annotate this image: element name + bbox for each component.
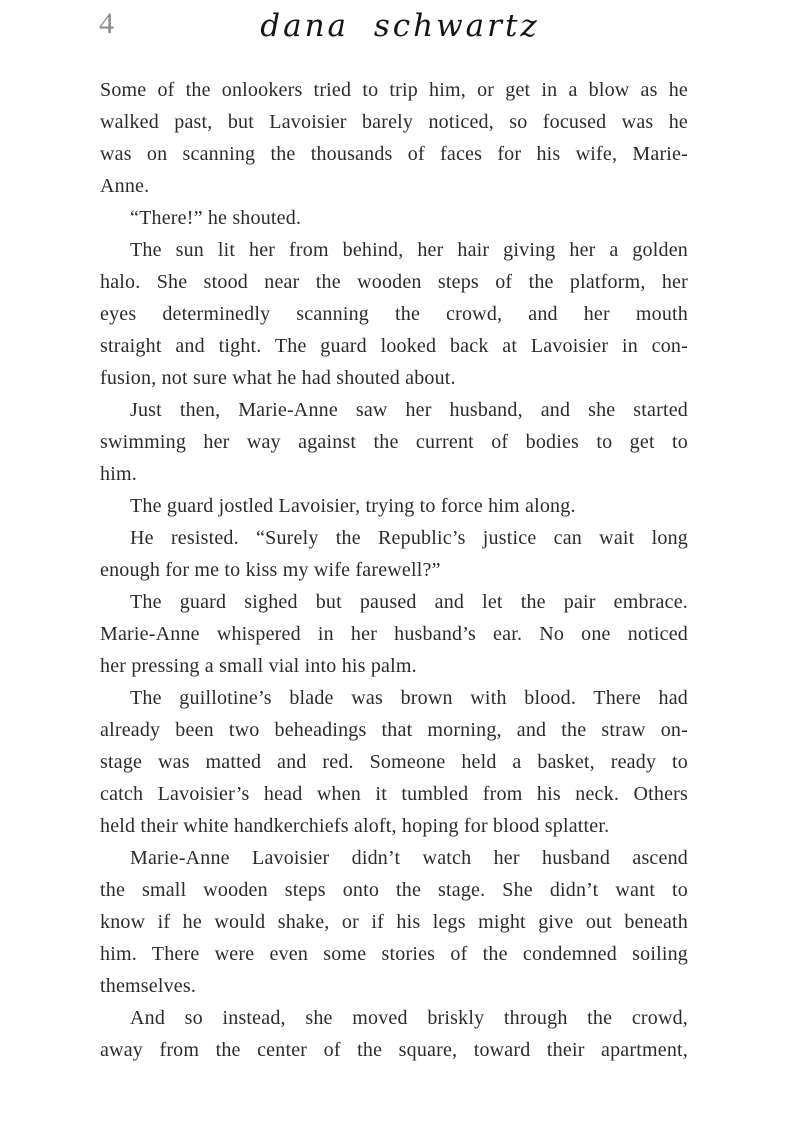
text-line: Marie-Anne Lavoisier didn’t watch her husband ascend: [130, 847, 688, 869]
text-line: her pressing a small vial into his palm.: [100, 655, 417, 677]
paragraph: [100, 1002, 688, 1066]
text-line: swimming her way against the current of bodies to get to: [100, 431, 688, 453]
text-line: The guard jostled Lavoisier, trying to force him along.: [130, 495, 576, 517]
page-number: 4: [99, 7, 114, 40]
running-header-author: dana schwartz: [260, 8, 540, 44]
text-line: held their white handkerchiefs aloft, hoping for blood splatter.: [100, 815, 610, 837]
body-text: [100, 74, 688, 1066]
text-line: away from the center of the square, toward their apartment,: [100, 1039, 688, 1061]
text-line: And so instead, she moved briskly through the crowd,: [130, 1007, 688, 1029]
paragraph: [100, 394, 688, 490]
paragraph: [100, 842, 688, 1002]
text-line: The guillotine’s blade was brown with blood. There had: [130, 687, 688, 709]
paragraph: [100, 682, 688, 842]
text-line: Marie-Anne whispered in her husband’s ear. No one noticed: [100, 623, 688, 645]
paragraph: [100, 234, 688, 394]
paragraph: [100, 490, 688, 522]
text-line: stage was matted and red. Someone held a basket, ready to: [100, 751, 688, 773]
text-line: eyes determinedly scanning the crowd, and her mouth: [100, 303, 688, 325]
text-line: Anne.: [100, 175, 150, 197]
text-line: straight and tight. The guard looked back at Lavoisier in con-: [100, 335, 688, 357]
text-line: themselves.: [100, 975, 197, 997]
paragraph: [100, 74, 688, 202]
text-line: catch Lavoisier’s head when it tumbled from his neck. Others: [100, 783, 688, 805]
text-line: him. There were even some stories of the condemned soiling: [100, 943, 688, 965]
text-line: know if he would shake, or if his legs might give out beneath: [100, 911, 688, 933]
text-line: He resisted. “Surely the Republic’s justice can wait long: [130, 527, 688, 549]
text-line: halo. She stood near the wooden steps of the platform, her: [100, 271, 688, 293]
paragraph: [100, 202, 688, 234]
text-line: was on scanning the thousands of faces for his wife, Marie-: [100, 143, 688, 165]
text-line: him.: [100, 463, 137, 485]
text-line: Some of the onlookers tried to trip him, or get in a blow as he: [100, 79, 688, 101]
text-line: The sun lit her from behind, her hair giving her a golden: [130, 239, 688, 261]
text-line: “There!” he shouted.: [130, 207, 302, 229]
text-line: walked past, but Lavoisier barely noticed, so focused was he: [100, 111, 688, 133]
paragraph: [100, 522, 688, 586]
text-line: fusion, not sure what he had shouted about.: [100, 367, 456, 389]
text-line: the small wooden steps onto the stage. She didn’t want to: [100, 879, 688, 901]
text-line: The guard sighed but paused and let the pair embrace.: [130, 591, 688, 613]
text-line: already been two beheadings that morning, and the straw on-: [100, 719, 688, 741]
paragraph: [100, 586, 688, 682]
text-line: Just then, Marie-Anne saw her husband, and she started: [130, 399, 688, 421]
text-line: enough for me to kiss my wife farewell?”: [100, 559, 441, 581]
